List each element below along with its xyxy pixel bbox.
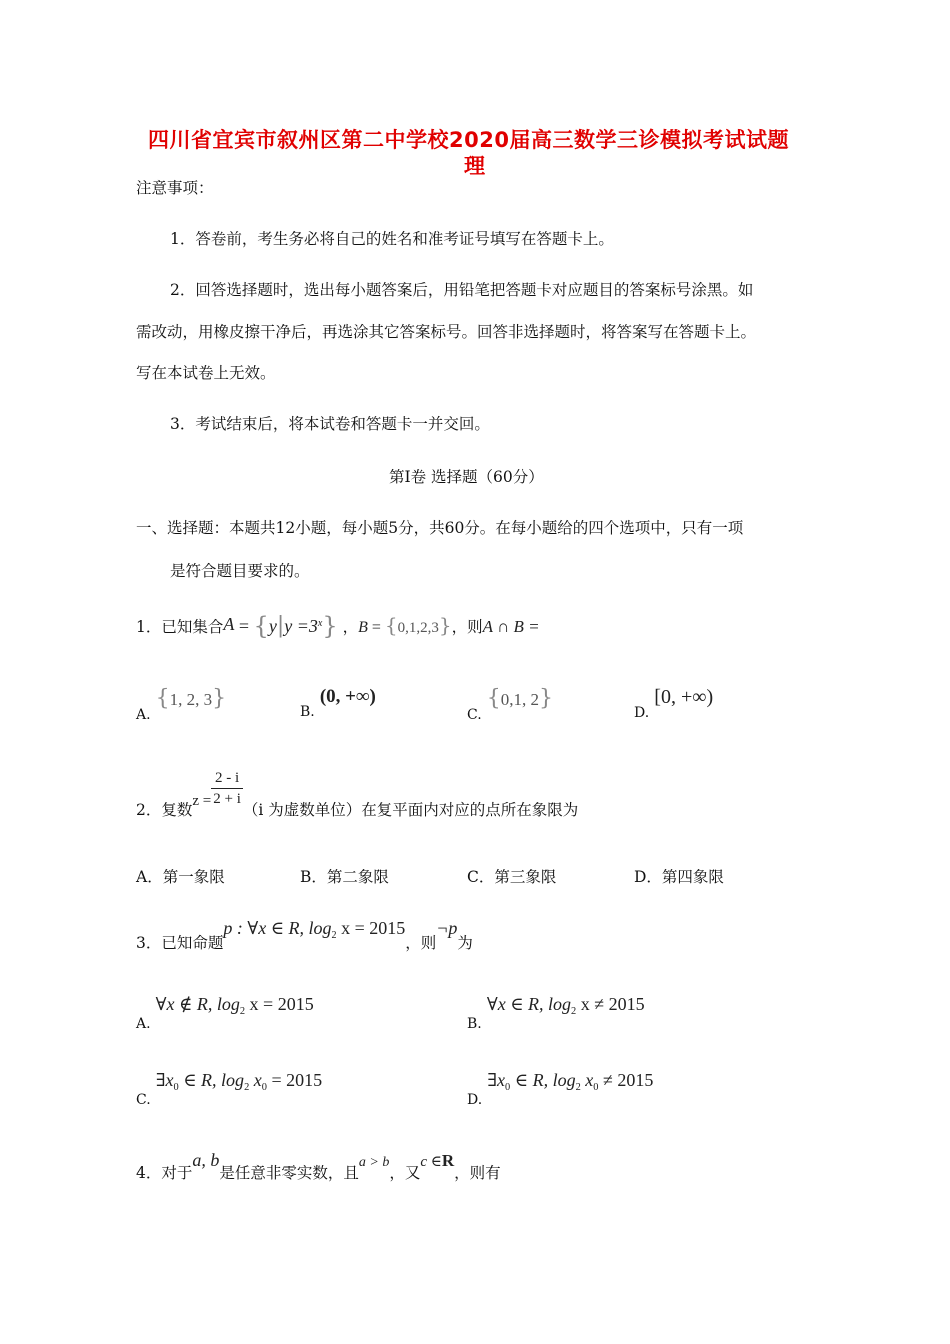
notice-item-1: 1．答卷前，考生务必将自己的姓名和准考证号填写在答题卡上。 [170,230,614,248]
section-title: 第I卷 选择题（60分） [389,468,544,486]
q3-option-d-label: D. [467,1092,483,1108]
q3-option-d-mid: ∈ R, log [510,1070,576,1090]
q4-c-in: c ∈ [420,1154,442,1170]
notice-item-2-line3: 写在本试卷上无效。 [136,364,276,382]
q3-suffix: 为 [457,934,473,952]
q3-option-b-base: 2 [571,1006,577,1018]
q3-option-d-x: x [580,1070,594,1090]
q1-option-a-label: A. [136,707,151,723]
q3-option-d-sub0: 0 [505,1082,511,1094]
q2-option-d[interactable]: D．第四象限 [634,868,724,886]
q2-option-a[interactable]: A．第一象限 [136,868,225,886]
section-instruction-line1: 一、选择题：本题共12小题，每小题5分，共60分。在每小题给的四个选项中，只有一项 [136,519,744,537]
q4-mid: 是任意非零实数，且 [219,1164,359,1182]
q3-proposition: p : ∀x ∈ R, log [223,918,332,938]
q2-option-b[interactable]: B．第二象限 [300,868,389,886]
q3-prefix: 3．已知命题 [136,934,224,952]
q1-option-b-value: (0, +∞) [319,686,376,707]
notice-item-2-line1: 2．回答选择题时，选出每小题答案后，用铅笔把答题卡对应题目的答案标号涂黑。如 [170,281,754,299]
q3-proposition-base: 2 [331,930,337,942]
q3-then: ，则 [405,934,437,952]
q3-option-a[interactable] [136,994,314,1032]
q1-option-b-label: B. [300,704,315,720]
q3-option-c-head: ∃x [155,1070,174,1090]
q3-option-c-mid: ∈ R, log [178,1070,245,1090]
q1-set-a-name: A [223,614,235,635]
q3-option-c-sub0: 0 [173,1082,179,1094]
q4-suffix: ，则有 [454,1164,501,1182]
q3-option-a-base: 2 [239,1006,246,1018]
q1-option-d-label: D. [634,705,650,721]
q3-option-d-head: ∃x [487,1070,506,1090]
q3-option-a-label: A. [136,1016,151,1032]
q1-set-b-content: 0,1,2,3 [397,620,439,637]
q3-option-c-label: C. [136,1092,151,1108]
q1-result: A ∩ B = [482,617,540,637]
question-1: 1．已知集合$A = \{y|y =3^x\}$ ，B = {0,1,2,3}，则A ∩ B = [136,612,540,641]
question-2 [136,762,579,819]
q3-option-b[interactable] [467,994,645,1032]
q1-option-c[interactable]: C. {0,1, 2} [467,686,554,723]
q1-option-d[interactable] [634,686,714,721]
notice-item-2-line2: 需改动，用橡皮擦干净后，再选涂其它答案标号。回答非选择题时，将答案写在答题卡上。 [136,323,757,341]
q3-proposition-tail: x = 2015 [336,918,406,938]
q3-option-c-tail: = 2015 [266,1070,323,1090]
q2-fraction [211,768,243,809]
q1-prefix: 1．已知集合 [136,618,224,637]
q1-then: ，则 [451,618,483,637]
q4-again: ，又 [389,1164,421,1182]
q3-option-d[interactable] [467,1070,654,1108]
notice-item-3: 3．考试结束后，将本试卷和答题卡一并交回。 [170,415,490,433]
q3-option-d-tail: ≠ 2015 [598,1070,654,1090]
q3-option-c-x: x [249,1070,262,1090]
q1-set-b-name: B [358,619,368,637]
q4-ab: a, b [192,1150,220,1170]
q2-suffix: （i 为虚数单位）在复平面内对应的点所在象限为 [242,800,579,819]
q1-option-d-value: [0, +∞) [654,686,714,708]
q3-option-b-tail: x ≠ 2015 [576,994,645,1014]
section-instruction-line2: 是符合题目要求的。 [170,562,310,580]
q1-set-a-expr: y =3 [284,616,318,637]
q1-option-b[interactable] [300,686,376,720]
q2-z: z = [192,792,212,809]
q2-option-c[interactable]: C．第三象限 [467,868,557,886]
q3-option-c[interactable] [136,1070,323,1108]
q4-prefix: 4．对于 [136,1164,193,1182]
q2-prefix: 2．复数 [136,800,193,819]
exam-title-line1: 四川省宜宾市叙州区第二中学校2020届高三数学三诊模拟考试试题 [148,128,789,152]
q4-condition: a > b [358,1155,390,1170]
q3-option-b-label: B. [467,1016,482,1032]
q3-negation: ¬p [436,918,458,938]
q3-option-d-sub1: 0 [593,1082,599,1094]
exam-title-line2: 理 [464,154,486,178]
q3-option-b-head: ∀x ∈ R, log [486,994,572,1014]
q1-set-a-exp: x [317,618,323,629]
q2-denominator: 2 + i [213,791,241,807]
q3-option-d-base: 2 [575,1082,581,1094]
notice-heading: 注意事项： [136,179,214,197]
q2-numerator: 2 - i [211,768,243,789]
q1-option-a[interactable]: A. {1, 2, 3} [136,686,227,723]
q3-option-a-tail: x = 2015 [245,994,314,1014]
question-4 [136,1150,501,1182]
q3-option-c-base: 2 [244,1082,250,1094]
q4-real-set: R [441,1151,455,1170]
question-3 [136,918,473,952]
q3-option-a-head: ∀x ∉ R, log [155,994,240,1014]
q1-option-c-label: C. [467,707,482,723]
q1-option-c-value: 0,1, 2 [500,690,540,709]
q1-set-a-var: y [268,616,277,637]
q3-option-c-sub1: 0 [261,1082,267,1094]
q1-separator: ， [342,618,359,637]
q1-option-a-value: 1, 2, 3 [169,690,213,709]
